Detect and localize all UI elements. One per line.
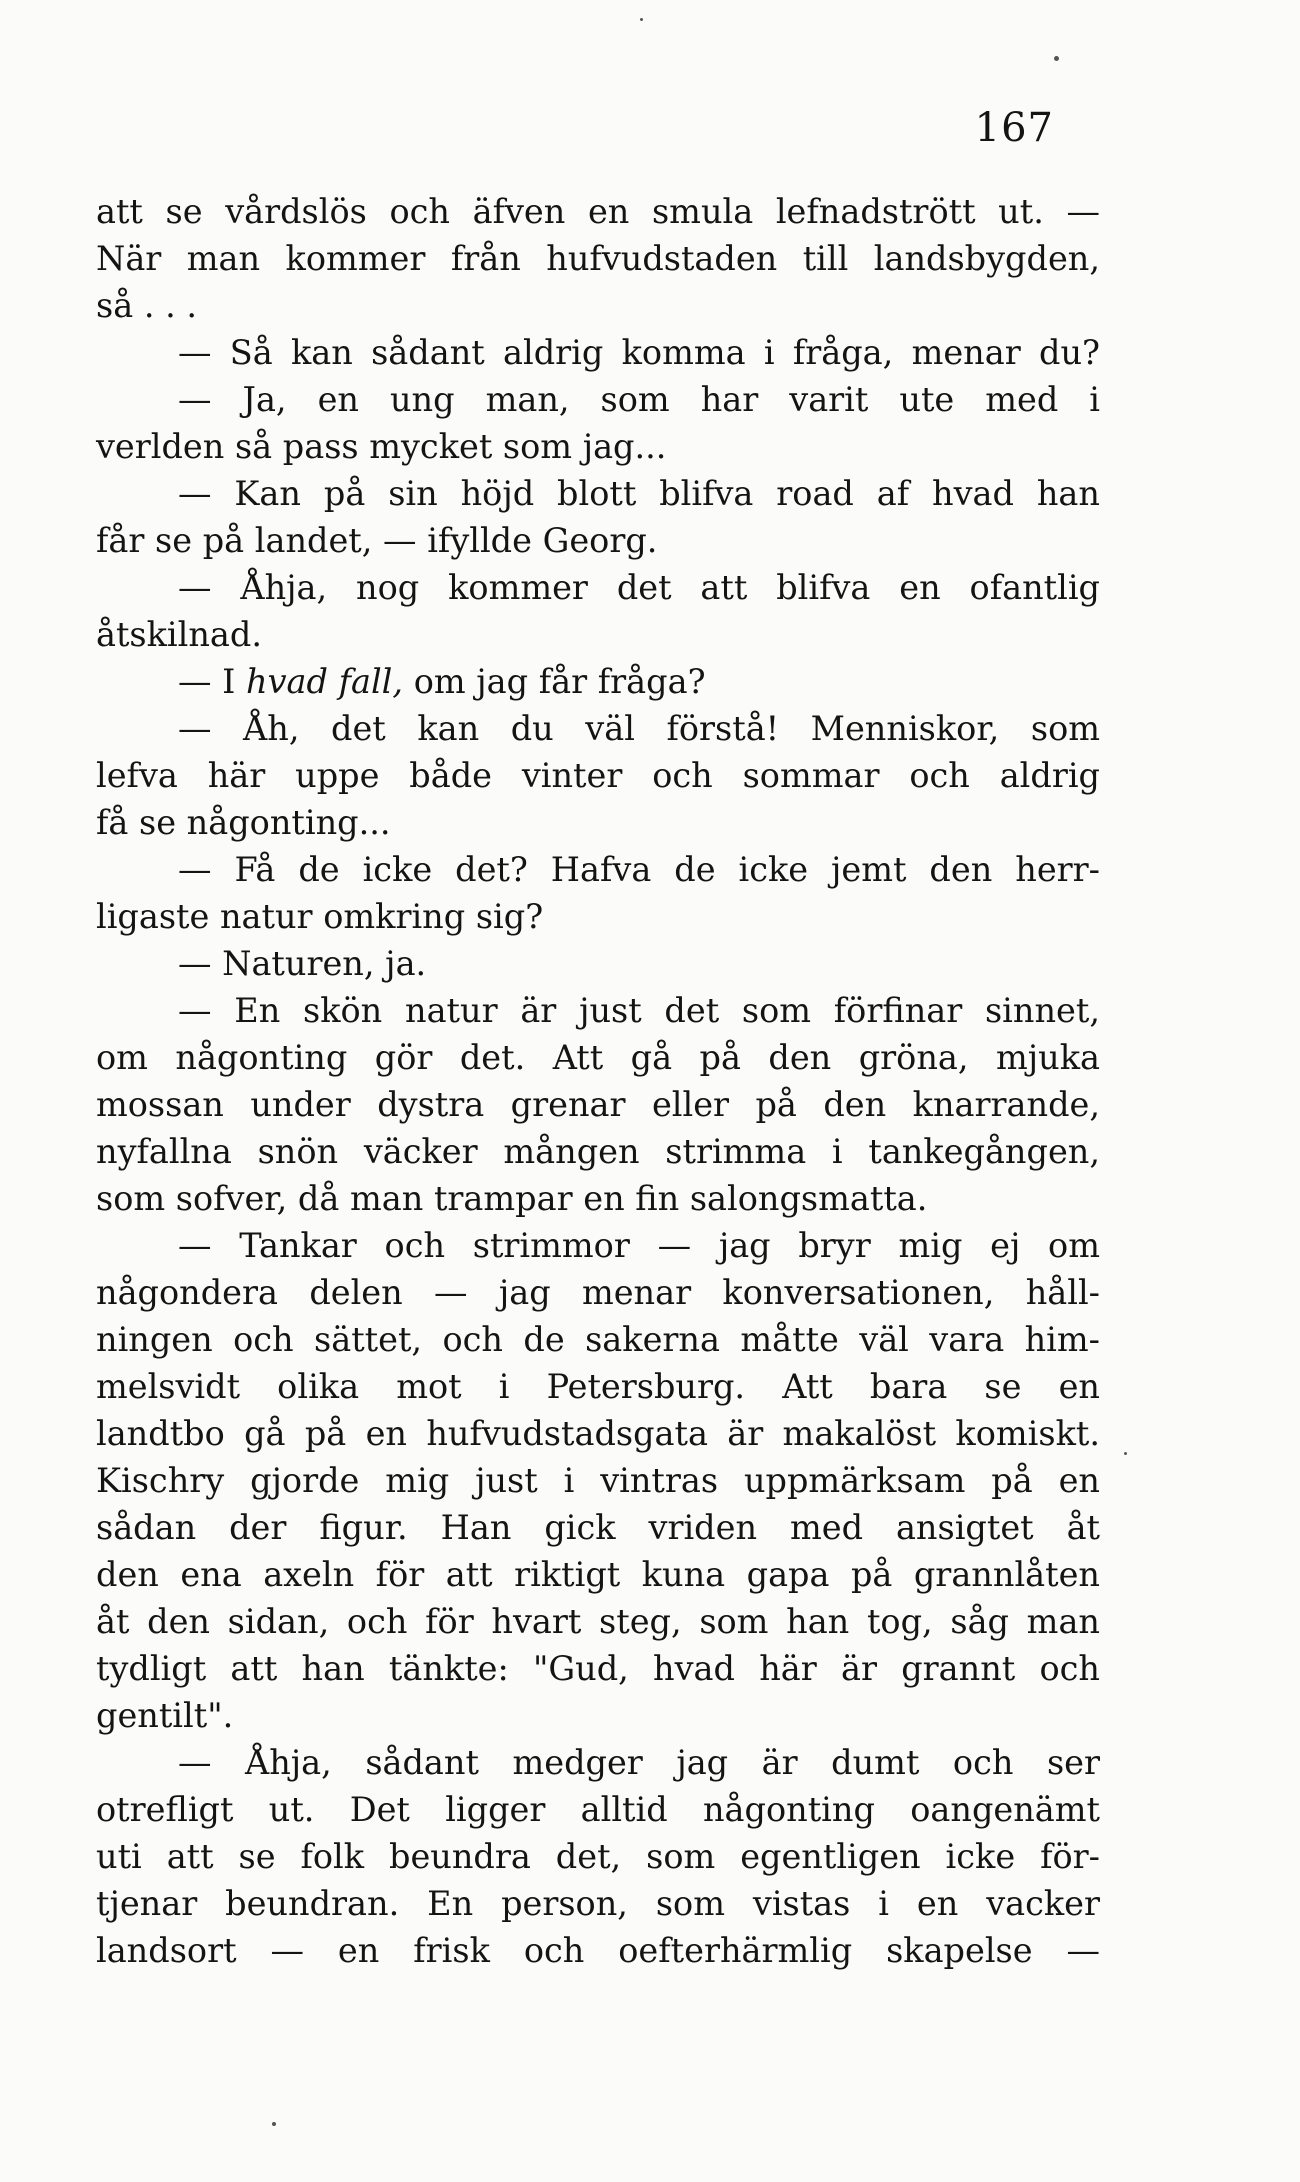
text-line: tjenar beundran. En person, som vistas i en vacker [96,1884,1100,1923]
text-line: får se på landet, — ifyllde Georg. [96,521,658,560]
page-speck [640,18,643,21]
text-line: — Få de icke det? Hafva de icke jemt den herr- [178,850,1100,889]
text-line: verlden så pass mycket som jag... [96,427,667,466]
text-line: Kischry gjorde mig just i vintras uppmärksam på en [96,1461,1100,1500]
text-line: ningen och sättet, och de sakerna måtte väl vara him- [96,1320,1100,1359]
text-line: tydligt att han tänkte: "Gud, hvad här är grannt och [96,1649,1100,1688]
text-line: landtbo gå på en hufvudstadsgata är makalöst komiskt. [96,1414,1100,1453]
text-line: någondera delen — jag menar konversationen, håll- [96,1273,1100,1312]
text-line: om någonting gör det. Att gå på den gröna, mjuka [96,1038,1100,1077]
text-line: åtskilnad. [96,615,262,654]
text-line: — Kan på sin höjd blott blifva road af hvad han [178,474,1100,513]
text-line: att se vårdslös och äfven en smula lefnadstrött ut. — [96,192,1100,231]
text-line: ligaste natur omkring sig? [96,897,544,936]
text-line: — Ja, en ung man, som har varit ute med i [178,380,1100,419]
page-speck [1124,1452,1127,1455]
text-line: så . . . [96,286,198,325]
text-line: landsort — en frisk och oefterhärmlig skapelse — [96,1931,1100,1970]
text-line: — Åh, det kan du väl förstå! Menniskor, som [178,709,1100,748]
text-line: melsvidt olika mot i Petersburg. Att bara se en [96,1367,1100,1406]
text-line: åt den sidan, och för hvart steg, som han tog, såg man [96,1602,1100,1641]
text-line: — En skön natur är just det som förfinar sinnet, [178,991,1100,1030]
text-line: gentilt". [96,1696,234,1735]
text-line: otrefligt ut. Det ligger alltid någonting oangenämt [96,1790,1100,1829]
text-line: sådan der figur. Han gick vriden med ansigtet åt [96,1508,1100,1547]
italic-phrase: hvad fall, [246,662,404,701]
text-line: — Tankar och strimmor — jag bryr mig ej om [178,1226,1100,1265]
text-segment: om jag får fråga? [403,662,706,701]
text-line: mossan under dystra grenar eller på den knarrande, [96,1085,1100,1124]
text-line: lefva här uppe både vinter och sommar och aldrig [96,756,1100,795]
text-line: När man kommer från hufvudstaden till landsbygden, [96,239,1100,278]
text-line: — Åhja, sådant medger jag är dumt och ser [178,1743,1100,1782]
text-line: — Naturen, ja. [178,944,427,983]
text-line: nyfallna snön väcker mången strimma i tankegången, [96,1132,1100,1171]
text-line: den ena axeln för att riktigt kuna gapa på grannlåten [96,1555,1100,1594]
page-number: 167 [974,105,1054,151]
text-line: få se någonting... [96,803,391,842]
text-segment: — I [178,662,247,701]
body-text [96,188,1100,1974]
text-line: som sofver, då man trampar en fin salongsmatta. [96,1179,928,1218]
text-line: — Åhja, nog kommer det att blifva en ofantlig [178,568,1100,607]
text-line: — Så kan sådant aldrig komma i fråga, menar du? [178,333,1100,372]
text-line [96,658,1100,705]
page-speck [272,2122,276,2126]
page-speck [1054,56,1059,61]
text-line: uti att se folk beundra det, som egentligen icke för- [96,1837,1100,1876]
